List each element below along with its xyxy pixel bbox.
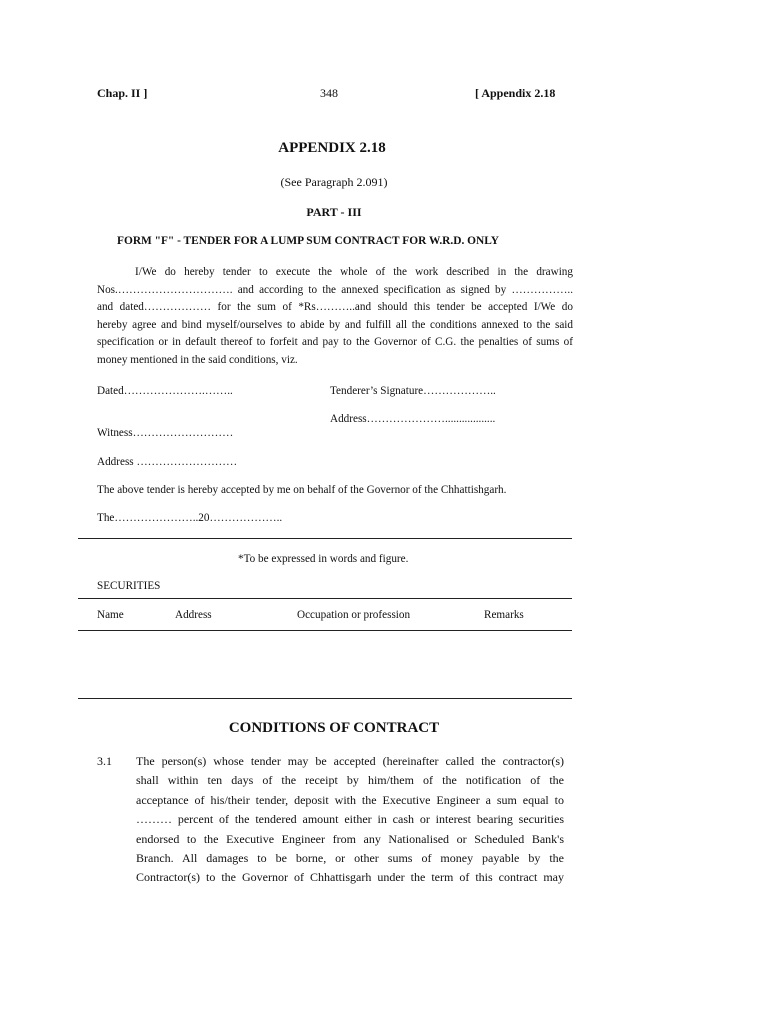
form-title: FORM "F" - TENDER FOR A LUMP SUM CONTRACT FOR W.R.D. ONLY: [117, 235, 500, 247]
tender-line: and dated……………… for the sum of *Rs………..and should this tender be accepted I/We do: [97, 301, 573, 314]
clause-line: acceptance of his/their tender, deposit with the Executive Engineer a sum equal to: [136, 792, 564, 807]
column-header-name: Name: [97, 609, 124, 621]
tender-line: Nos.…………………………. and according to the annexed specification as signed by ……………..: [97, 283, 573, 296]
witness-address-field: Address ………………………: [97, 456, 238, 468]
tenderer-signature-field: Tenderer’s Signature………………..: [330, 385, 496, 397]
securities-table-bottom-rule: [78, 698, 572, 699]
clause-line: ……… percent of the tendered amount either in cash or interest bearing securities: [136, 812, 564, 827]
witness-field: Witness………………………: [97, 427, 234, 439]
date-line: The…………………..20………………..: [97, 512, 283, 524]
clause-number: 3.1: [97, 754, 112, 768]
dated-field: Dated………………….……..: [97, 385, 233, 397]
securities-heading: SECURITIES: [97, 580, 161, 592]
conditions-heading: CONDITIONS OF CONTRACT: [228, 720, 440, 736]
tender-line: money mentioned in the said conditions, viz.: [97, 353, 298, 366]
appendix-title: APPENDIX 2.18: [278, 140, 386, 156]
tender-paragraph: [97, 264, 573, 370]
tenderer-address-field: Address…………………..................: [330, 413, 496, 425]
clause-line: shall within ten days of the receipt by him/them of the notification of the: [136, 773, 564, 788]
see-paragraph: (See Paragraph 2.091): [280, 175, 388, 189]
securities-table-top-rule: [78, 598, 572, 599]
clause-line: endorsed to the Executive Engineer from any Nationalised or Scheduled Bank's: [136, 831, 564, 846]
divider: [78, 538, 572, 539]
column-header-address: Address: [175, 609, 212, 621]
tender-line: specification or in default thereof to forfeit and pay to the Governor of C.G. the penalties of sums of: [97, 336, 573, 349]
header-appendix: [ Appendix 2.18: [475, 86, 556, 100]
clause-line: Branch. All damages to be borne, or other sums of money payable by the: [136, 851, 564, 866]
column-header-occupation: Occupation or profession: [297, 609, 411, 621]
tender-line: hereby agree and bind myself/ourselves to abide by and fulfill all the conditions annexed to the said: [97, 318, 573, 331]
tender-line: I/We do hereby tender to execute the whole of the work described in the drawing: [135, 266, 573, 278]
clause-line: Contractor(s) to the Governor of Chhattisgarh under the term of this contract may: [136, 870, 564, 885]
clause-3-1-text: [136, 752, 564, 888]
page-number: 348: [320, 86, 338, 100]
header-chapter: Chap. II ]: [97, 86, 148, 100]
column-header-remarks: Remarks: [484, 609, 524, 621]
securities-table-header-rule: [78, 630, 572, 631]
clause-line: The person(s) whose tender may be accepted (hereinafter called the contractor(s): [136, 754, 564, 768]
footnote: *To be expressed in words and figure.: [238, 553, 409, 565]
part-heading: PART - III: [306, 205, 362, 219]
acceptance-text: The above tender is hereby accepted by me on behalf of the Governor of the Chhattishgarh.: [97, 484, 507, 496]
